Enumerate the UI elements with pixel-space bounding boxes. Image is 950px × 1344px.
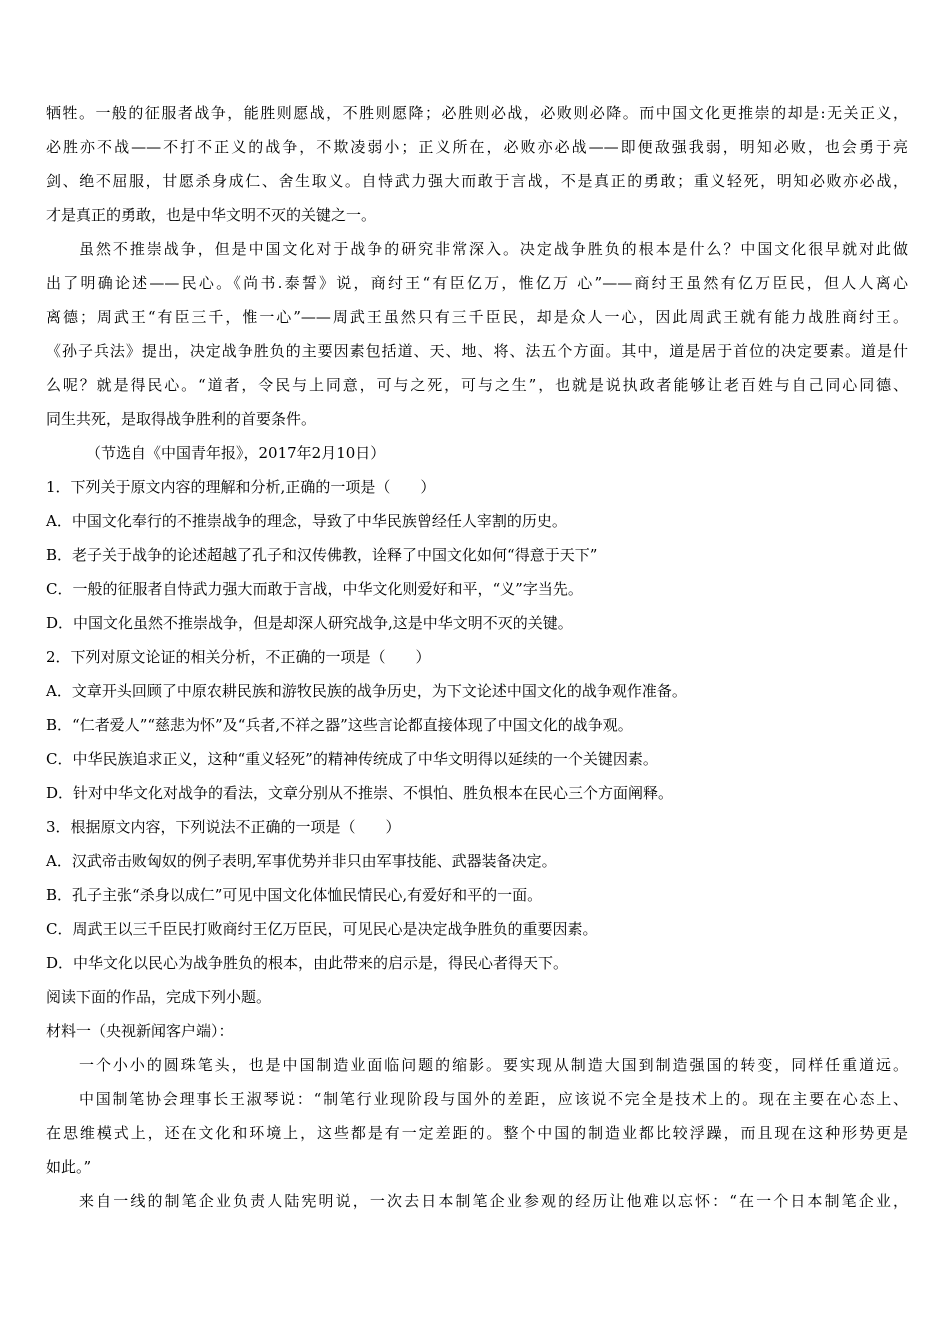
question-stem: 1．下列关于原文内容的理解和分析,正确的一项是（ ） [46, 478, 436, 496]
passage-line: 剑、绝不屈服，甘愿杀身成仁、舍生取义。自恃武力强大而敢于言战，不是真正的勇敢；重义轻死，明知必败亦必战， [46, 172, 908, 190]
answer-option: C．一般的征服者自恃武力强大而敢于言战，中华文化则爱好和平，“义”字当先。 [46, 580, 583, 598]
answer-option: C．周武王以三千臣民打败商纣王亿万臣民，可见民心是决定战争胜负的重要因素。 [46, 920, 598, 938]
material-line: 如此。” [46, 1158, 92, 1176]
passage-line: 么呢？就是得民心。“道者，令民与上同意，可与之死，可与之生”，也就是说执政者能够让老百姓与自己同心同德、 [46, 376, 908, 394]
answer-option: B．孔子主张“杀身以成仁”可见中国文化体恤民情民心,有爱好和平的一面。 [46, 886, 543, 904]
material-line: 一个小小的圆珠笔头，也是中国制造业面临问题的缩影。要实现从制造大国到制造强国的转变，同样任重道远。 [79, 1056, 908, 1074]
material-line: 来自一线的制笔企业负责人陆宪明说，一次去日本制笔企业参观的经历让他难以忘怀：“在一个日本制笔企业， [79, 1192, 908, 1210]
answer-option: D．针对中华文化对战争的看法，文章分别从不推崇、不惧怕、胜负根本在民心三个方面阐释。 [46, 784, 674, 802]
answer-option: C．中华民族追求正义，这种“重义轻死”的精神传统成了中华文明得以延续的一个关键因素。 [46, 750, 658, 768]
passage-line: 《孙子兵法》提出，决定战争胜负的主要因素包括道、天、地、将、法五个方面。其中，道是居于首位的决定要素。道是什 [46, 342, 908, 360]
answer-option: D．中国文化虽然不推崇战争，但是却深人研究战争,这是中华文明不灭的关键。 [46, 614, 573, 632]
answer-option: D．中华文化以民心为战争胜负的根本，由此带来的启示是，得民心者得天下。 [46, 954, 569, 972]
passage-line: 才是真正的勇敢，也是中华文明不灭的关键之一。 [46, 206, 377, 224]
question-stem: 2．下列对原文论证的相关分析，不正确的一项是（ ） [46, 648, 431, 666]
passage-line: 牺牲。一般的征服者战争，能胜则愿战，不胜则愿降；必胜则必战，必败则必降。而中国文化更推崇的却是:无关正义， [46, 104, 908, 122]
material-line: 在思维模式上，还在文化和环境上，这些都是有一定差距的。整个中国的制造业都比较浮躁，而且现在这种形势更是 [46, 1124, 908, 1142]
material-line: 中国制笔协会理事长王淑琴说：“制笔行业现阶段与国外的差距，应该说不完全是技术上的。现在主要在心态上、 [79, 1090, 908, 1108]
document-content [46, 96, 908, 1218]
question-3 [46, 810, 908, 980]
passage-line: 必胜亦不战——不打不正义的战争，不欺凌弱小；正义所在，必败亦必战——即便敌强我弱，明知必败，也会勇于亮 [46, 138, 908, 156]
answer-option: A．文章开头回顾了中原农耕民族和游牧民族的战争历史，为下文论述中国文化的战争观作准备。 [46, 682, 687, 700]
answer-option: B．“仁者爱人”“慈悲为怀”及“兵者,不祥之器”这些言论都直接体现了中国文化的战争观。 [46, 716, 633, 734]
material-title: 材料一（央视新闻客户端）： [46, 1022, 234, 1040]
reading-instruction: 阅读下面的作品，完成下列小题。 [46, 988, 272, 1006]
answer-option: A．中国文化奉行的不推崇战争的理念，导致了中华民族曾经任人宰割的历史。 [46, 512, 567, 530]
passage-line: 同生共死，是取得战争胜利的首要条件。 [46, 410, 317, 428]
question-1 [46, 470, 908, 640]
passage-line: 出了明确论述——民心。《尚书.泰誓》说，商纣王“有臣亿万，惟亿万 心”——商纣王虽然有亿万臣民，但人人离心 [46, 274, 908, 292]
passage-source: （节选自《中国青年报》，2017年2月10日） [86, 444, 386, 462]
answer-option: A．汉武帝击败匈奴的例子表明,军事优势并非只由军事技能、武器装备决定。 [46, 852, 557, 870]
section-two [46, 980, 908, 1218]
passage-line: 离德；周武王“有臣三千，惟一心”——周武王虽然只有三千臣民，却是众人一心，因此周武王就有能力战胜商纣王。 [46, 308, 908, 326]
passage-line: 虽然不推崇战争，但是中国文化对于战争的研究非常深入。决定战争胜负的根本是什么？中国文化很早就对此做 [79, 240, 908, 258]
question-2 [46, 640, 908, 810]
question-stem: 3．根据原文内容，下列说法不正确的一项是（ ） [46, 818, 401, 836]
passage-one [46, 96, 908, 470]
answer-option: B．老子关于战争的论述超越了孔子和汉传佛教，诠释了中国文化如何“得意于天下” [46, 546, 598, 564]
